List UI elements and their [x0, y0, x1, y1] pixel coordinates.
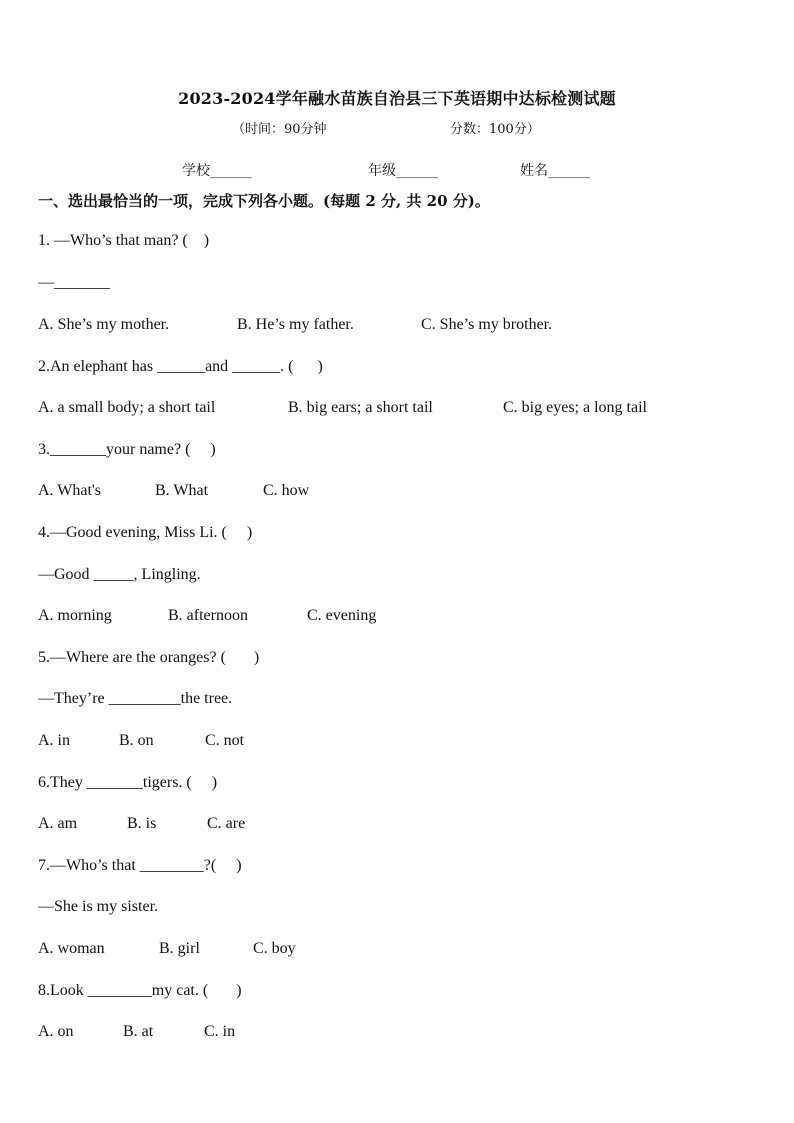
question-3-option-a: A. What's [38, 482, 102, 499]
exam-score: 分数：100分） [450, 122, 540, 137]
question-1-option-b: B. He’s my father. [237, 316, 354, 333]
question-6-option-a: A. am [38, 815, 78, 832]
question-2-stem: 2.An elephant has ______and ______. ( ) [38, 358, 323, 375]
question-7-reply: —She is my sister. [38, 898, 159, 915]
question-2-option-b: B. big ears; a short tail [288, 399, 433, 416]
grade-field: 年级______ [368, 163, 438, 179]
question-8-stem: 8.Look ________my cat. ( ) [38, 982, 242, 999]
question-8-option-a: A. on [38, 1023, 74, 1040]
question-3-option-b: B. What [155, 482, 209, 499]
exam-time: （时间：90分钟 [232, 122, 327, 137]
question-8-option-c: C. in [204, 1023, 236, 1040]
school-field: 学校______ [182, 163, 252, 179]
question-6-option-c: C. are [207, 815, 246, 832]
question-7-stem: 7.—Who’s that ________?( ) [38, 857, 242, 874]
question-3-stem: 3._______your name? ( ) [38, 441, 216, 458]
question-1-option-a: A. She’s my mother. [38, 316, 170, 333]
question-1-stem: 1. —Who’s that man? ( ) [38, 232, 210, 249]
question-6-stem: 6.They _______tigers. ( ) [38, 774, 218, 791]
question-2-option-a: A. a small body; a short tail [38, 399, 216, 416]
section-1-title: 一、选出最恰当的一项，完成下列各小题。(每题 2 分, 共 20 分)。 [38, 192, 490, 210]
question-4-stem: 4.—Good evening, Miss Li. ( ) [38, 524, 253, 541]
name-field: 姓名______ [520, 163, 590, 179]
question-4-option-b: B. afternoon [168, 607, 248, 624]
question-1-answer-line: —_______ [38, 274, 110, 291]
question-5-option-b: B. on [119, 732, 154, 749]
question-1-option-c: C. She’s my brother. [421, 316, 553, 333]
exam-title: 2023-2024学年融水苗族自治县三下英语期中达标检测试题 [178, 89, 616, 108]
question-7-option-c: C. boy [253, 940, 296, 957]
question-5-option-a: A. in [38, 732, 70, 749]
question-4-option-c: C. evening [307, 607, 377, 624]
question-5-option-c: C. not [205, 732, 245, 749]
question-6-option-b: B. is [127, 815, 157, 832]
question-3-option-c: C. how [263, 482, 310, 499]
question-7-option-a: A. woman [38, 940, 105, 957]
question-5-reply: —They’re _________the tree. [38, 690, 233, 707]
question-5-stem: 5.—Where are the oranges? ( ) [38, 649, 260, 666]
question-8-option-b: B. at [123, 1023, 154, 1040]
question-4-option-a: A. morning [38, 607, 112, 624]
question-2-option-c: C. big eyes; a long tail [503, 399, 647, 416]
question-7-option-b: B. girl [159, 940, 200, 957]
question-4-reply: —Good _____, Lingling. [38, 566, 201, 583]
